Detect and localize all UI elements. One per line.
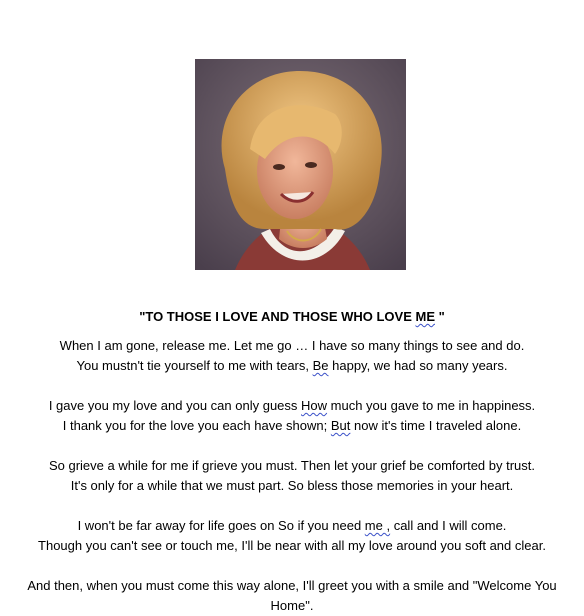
portrait-image — [195, 59, 406, 270]
poem-line: It's only for a while that we must part. So bless those memories in your heart. — [70, 478, 514, 493]
poem-title: "TO THOSE I LOVE AND THOSE WHO LOVE ME " — [139, 309, 445, 324]
poem-line: So grieve a while for me if grieve you must. Then let your grief be comforted by trust. — [48, 458, 536, 473]
poem-line: Though you can't see or touch me, I'll be near with all my love around you soft and clear. — [38, 538, 546, 553]
stanza-4 — [0, 516, 584, 556]
stanza-1 — [0, 336, 584, 376]
poem-line: You mustn't tie yourself to me with tears, Be happy, we had so many years. — [76, 358, 508, 373]
poem-line: When I am gone, release me. Let me go … I have so many things to see and do. — [59, 338, 525, 353]
poem-line: Home". — [270, 598, 314, 613]
stanza-5 — [0, 576, 584, 616]
poem-line: I thank you for the love you each have shown; But now it's time I traveled alone. — [62, 418, 522, 433]
poem-line: And then, when you must come this way alone, I'll greet you with a smile and "Welcome You — [27, 578, 557, 593]
stanza-3 — [0, 456, 584, 496]
stanza-2 — [0, 396, 584, 436]
poem-body — [0, 336, 584, 616]
portrait-photo — [195, 59, 406, 270]
poem-line: I gave you my love and you can only guess How much you gave to me in happiness. — [48, 398, 536, 413]
poem-line: I won't be far away for life goes on So if you need me , call and I will come. — [77, 518, 507, 533]
